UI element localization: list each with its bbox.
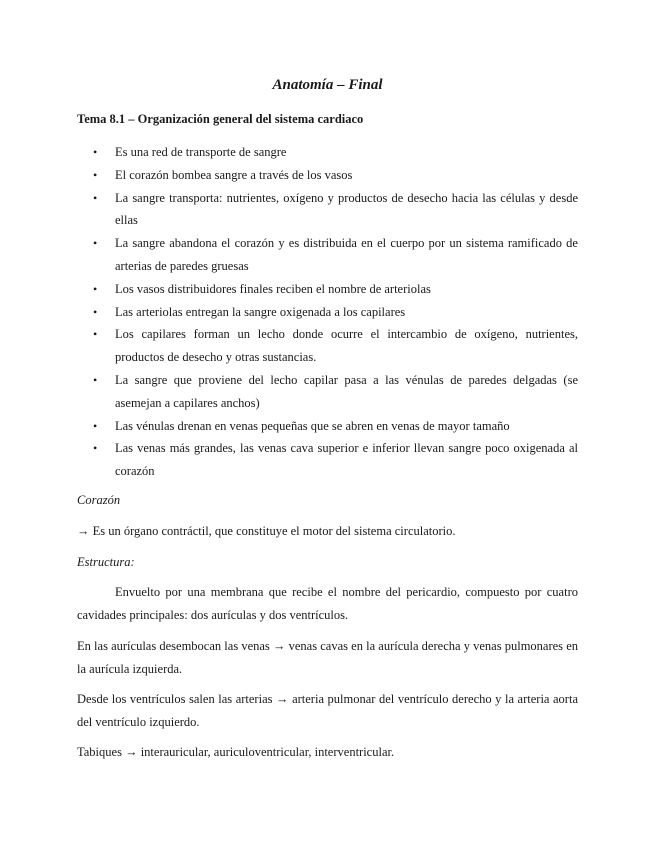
list-item: • La sangre transporta: nutrientes, oxígeno y productos de desecho hacia las células y desde ellas — [77, 187, 578, 233]
bullet-list — [77, 141, 578, 483]
list-item: • Los capilares forman un lecho donde ocurre el intercambio de oxígeno, nutrientes, productos de desecho y otras sustancias. — [77, 323, 578, 369]
list-item: • El corazón bombea sangre a través de los vasos — [77, 164, 578, 187]
list-item: • La sangre abandona el corazón y es distribuida en el cuerpo por un sistema ramificado de arterias de paredes gruesas — [77, 232, 578, 278]
ventriculos-paragraph: Desde los ventrículos salen las arterias → arteria pulmonar del ventrículo derecho y la arteria aorta del ventrículo izquierdo. — [77, 692, 578, 729]
bullet-icon: • — [93, 236, 98, 251]
estructura-paragraph: Envuelto por una membrana que recibe el nombre del pericardio, compuesto por cuatro cavidades principales: dos aurículas y dos ventrículos. — [77, 585, 578, 622]
auriculas-paragraph: En las aurículas desembocan las venas → venas cavas en la aurícula derecha y venas pulmonares en la aurícula izquierda. — [77, 639, 578, 676]
bullet-icon: • — [93, 167, 98, 182]
corazon-label: Corazón — [77, 493, 121, 507]
list-item: • Las venas más grandes, las venas cava superior e inferior llevan sangre poco oxigenada al corazón — [77, 437, 578, 483]
tabiques-paragraph: Tabiques → interauricular, auriculoventricular, interventricular. — [77, 745, 395, 759]
bullet-icon: • — [93, 190, 98, 205]
bullet-icon: • — [93, 304, 98, 319]
list-item: • La sangre que proviene del lecho capilar pasa a las vénulas de paredes delgadas (se asemejan a capilares anchos) — [77, 369, 578, 415]
bullet-icon: • — [93, 281, 98, 296]
list-item: • Las arteriolas entregan la sangre oxigenada a los capilares — [77, 301, 578, 324]
bullet-icon: • — [93, 441, 98, 456]
list-item: • Los vasos distribuidores finales reciben el nombre de arteriolas — [77, 278, 578, 301]
estructura-label: Estructura: — [77, 555, 135, 569]
bullet-icon: • — [93, 145, 98, 159]
section-heading: Tema 8.1 – Organización general del sistema cardiaco — [77, 112, 364, 126]
bullet-icon: • — [93, 418, 98, 433]
bullet-icon: • — [93, 327, 98, 342]
list-item: • Las vénulas drenan en venas pequeñas que se abren en venas de mayor tamaño — [77, 415, 578, 438]
document-title: Anatomía – Final — [272, 77, 383, 93]
corazon-text: → Es un órgano contráctil, que constituye el motor del sistema circulatorio. — [77, 524, 456, 538]
list-item: • Es una red de transporte de sangre — [77, 141, 578, 164]
bullet-icon: • — [93, 372, 98, 387]
